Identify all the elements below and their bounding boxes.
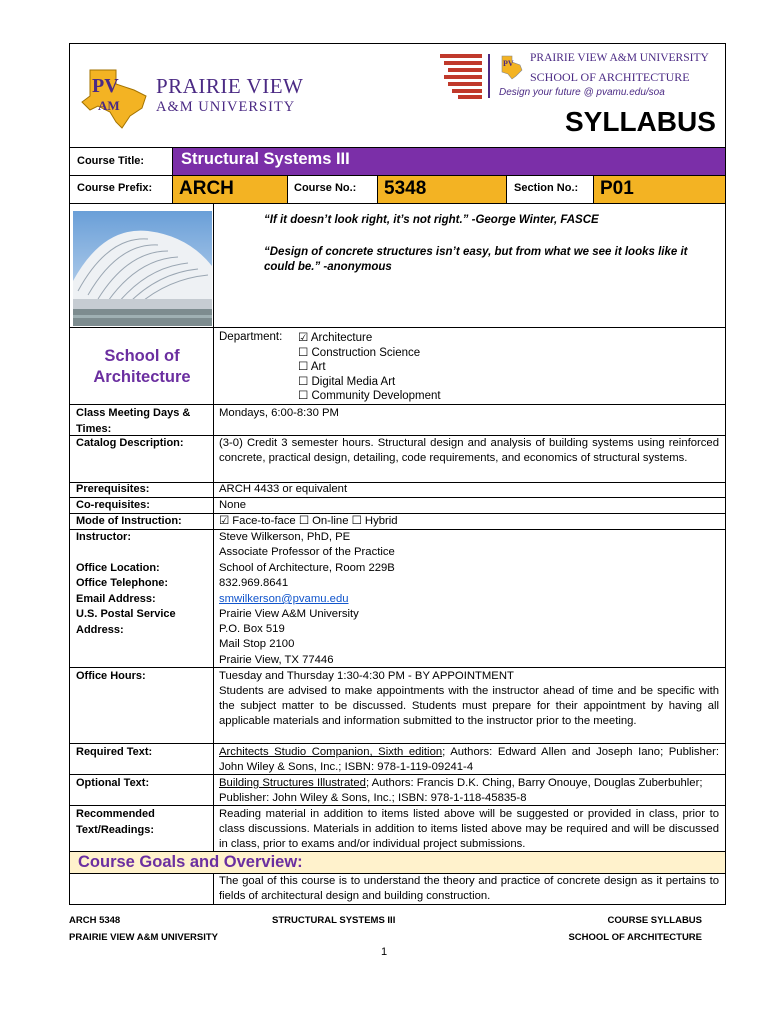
instructor-title: Associate Professor of the Practice — [219, 546, 395, 559]
school-title: School of Architecture — [93, 347, 191, 386]
recommended-label: Recommended Text/Readings: — [76, 808, 155, 836]
required-text-label: Required Text: — [76, 746, 153, 758]
optional-text-value: Building Structures Illustrated; Authors: Francis D.K. Ching, Barry Onouye, Douglas Zuberbuhler; Publisher: John Wiley & Sons, Inc.; ISBN: 978-1-118-45835-8 — [219, 777, 703, 805]
course-number-label: Course No.: — [294, 182, 357, 194]
instructor-value — [219, 530, 719, 560]
email-label: Email Address: — [76, 593, 156, 605]
quote-2: “Design of concrete structures isn’t easy, but from what we see it looks like it could be.” -anonymous — [264, 246, 688, 273]
department-digital-media-art[interactable]: ☐ Digital Media Art — [298, 375, 396, 388]
school-of-architecture-logo — [438, 50, 728, 102]
document-title: SYLLABUS — [565, 106, 716, 137]
department-art[interactable]: ☐ Art — [298, 361, 326, 373]
instructor-name: Steve Wilkerson, PhD, PE — [219, 531, 351, 543]
page-number: 1 — [381, 946, 388, 958]
texas-monogram-icon — [76, 62, 152, 132]
course-title-value: Structural Systems III — [181, 150, 350, 168]
svg-text:PV: PV — [92, 75, 119, 97]
office-location-value: School of Architecture, Room 229B — [219, 562, 395, 574]
goals-text: The goal of this course is to understand the theory and practice of concrete design as it pertains to fields of architectural design and building construction. — [219, 875, 719, 903]
department-community-development[interactable]: ☐ Community Development — [298, 390, 441, 402]
postal-label: U.S. Postal Service Address: — [76, 608, 176, 636]
svg-text:PV: PV — [503, 59, 514, 68]
office-phone-label: Office Telephone: — [76, 577, 169, 589]
course-number-value: 5348 — [378, 176, 506, 203]
required-book-title: Architects Studio Companion, Sixth edition — [219, 746, 443, 758]
soa-university: PRAIRIE VIEW A&M UNIVERSITY — [530, 52, 709, 64]
required-text-value: Architects Studio Companion, Sixth edition; Authors: Edward Allen and Joseph Iano; Publisher: John Wiley & Sons, Inc.; ISBN: 978-1-119-09241-4 — [219, 746, 719, 774]
recommended-value: Reading material in addition to items listed above will be suggested or provided in class, prior to class discussions. Materials in addition to items listed above may be required and will be discussed in class, prior to exams and/or individual project submissions. — [219, 808, 719, 851]
section-number-label: Section No.: — [514, 182, 579, 194]
course-prefix-label: Course Prefix: — [77, 182, 153, 194]
email-link[interactable]: smwilkerson@pvamu.edu — [219, 593, 349, 605]
footer-center: STRUCTURAL SYSTEMS III — [272, 915, 396, 926]
footer-right: COURSE SYLLABUS SCHOOL OF ARCHITECTURE — [568, 915, 702, 943]
svg-text:AM: AM — [98, 98, 120, 113]
corequisites-label: Co-requisites: — [76, 499, 150, 511]
quote-1: “If it doesn’t look right, it’s not right.” -George Winter, FASCE — [264, 214, 599, 226]
university-name: PRAIRIE VIEW — [156, 74, 304, 98]
course-prefix-value: ARCH — [173, 176, 287, 203]
office-hours-note: Students are advised to make appointments with the instructor ahead of time and be specific with the subject matter to be discussed. Students must prepare for their appointment by having all applicable materials and information submitted to the instructor prior to the meeting. — [219, 685, 719, 728]
building-photo — [73, 211, 212, 326]
university-subname: A&M UNIVERSITY — [156, 99, 296, 115]
optional-book-title: Building Structures Illustrated — [219, 777, 366, 789]
catalog-label: Catalog Description: — [76, 437, 184, 449]
section-number-value: P01 — [594, 176, 725, 203]
meeting-value: Mondays, 6:00-8:30 PM — [219, 407, 339, 419]
course-title-label: Course Title: — [77, 155, 145, 167]
corequisites-value: None — [219, 499, 247, 511]
office-hours-schedule: Tuesday and Thursday 1:30-4:30 PM - BY APPOINTMENT — [219, 670, 514, 682]
mode-label: Mode of Instruction: — [76, 515, 182, 527]
pvamu-logo — [76, 62, 326, 132]
catalog-value: (3-0) Credit 3 semester hours. Structural design and analysis of building systems using reinforced concrete, practical design, detailing, code requirements, and economics of structural systems. — [219, 437, 719, 465]
instructor-label: Instructor: — [76, 531, 131, 543]
prerequisites-value: ARCH 4433 or equivalent — [219, 483, 348, 495]
office-hours-label: Office Hours: — [76, 670, 146, 682]
mode-value[interactable]: ☑ Face-to-face ☐ On-line ☐ Hybrid — [219, 515, 398, 527]
soa-school: SCHOOL OF ARCHITECTURE — [530, 70, 690, 84]
department-architecture[interactable]: ☑ Architecture — [298, 332, 373, 344]
postal-address: Prairie View A&M University P.O. Box 519 Mail Stop 2100 Prairie View, TX 77446 — [219, 608, 359, 666]
department-construction-science[interactable]: ☐ Construction Science — [298, 346, 421, 359]
prerequisites-label: Prerequisites: — [76, 483, 150, 495]
pv-monogram-icon — [498, 54, 524, 80]
department-list — [298, 331, 441, 404]
soa-tagline: Design your future @ pvamu.edu/soa — [499, 87, 665, 98]
office-phone-value: 832.969.8641 — [219, 577, 289, 589]
optional-text-label: Optional Text: — [76, 777, 150, 789]
meeting-label: Class Meeting Days & Times: — [76, 407, 191, 435]
building-stripes-icon — [438, 50, 494, 100]
department-label: Department: — [219, 331, 283, 343]
footer-left: ARCH 5348 PRAIRIE VIEW A&M UNIVERSITY — [69, 915, 219, 943]
goals-title: Course Goals and Overview: — [78, 853, 303, 871]
office-location-label: Office Location: — [76, 562, 160, 574]
